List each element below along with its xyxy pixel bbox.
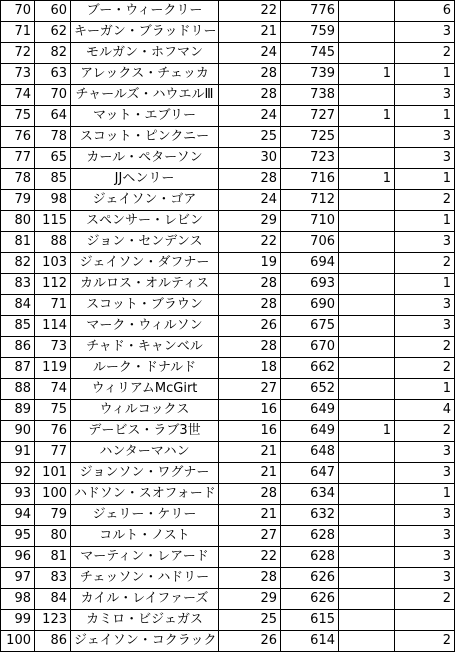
wins-cell: 1 bbox=[339, 64, 395, 85]
points-cell: 632 bbox=[281, 505, 339, 526]
table-row bbox=[1, 43, 455, 64]
player-name-cell: スコット・ピンクニー bbox=[71, 127, 219, 148]
rank-cell: 87 bbox=[1, 358, 35, 379]
count-cell: 2 bbox=[395, 358, 455, 379]
events-cell: 29 bbox=[219, 589, 281, 610]
table-row bbox=[1, 568, 455, 589]
points-cell: 634 bbox=[281, 484, 339, 505]
points-cell: 727 bbox=[281, 106, 339, 127]
previous-rank-cell: 100 bbox=[35, 484, 71, 505]
player-name-cell: キーガン・ブラッドリー bbox=[71, 22, 219, 43]
wins-cell bbox=[339, 547, 395, 568]
previous-rank-cell: 64 bbox=[35, 106, 71, 127]
rank-cell: 96 bbox=[1, 547, 35, 568]
previous-rank-cell: 115 bbox=[35, 211, 71, 232]
rank-cell: 83 bbox=[1, 274, 35, 295]
points-cell: 628 bbox=[281, 547, 339, 568]
points-cell: 628 bbox=[281, 526, 339, 547]
count-cell: 3 bbox=[395, 505, 455, 526]
count-cell: 3 bbox=[395, 85, 455, 106]
player-name-cell: アレックス・チェッカ bbox=[71, 64, 219, 85]
table-row bbox=[1, 232, 455, 253]
count-cell: 3 bbox=[395, 127, 455, 148]
table-row bbox=[1, 400, 455, 421]
count-cell: 4 bbox=[395, 400, 455, 421]
previous-rank-cell: 63 bbox=[35, 64, 71, 85]
rank-cell: 84 bbox=[1, 295, 35, 316]
player-name-cell: ジェイソン・コクラック bbox=[71, 631, 219, 652]
previous-rank-cell: 75 bbox=[35, 400, 71, 421]
rank-cell: 70 bbox=[1, 1, 35, 22]
rank-cell: 73 bbox=[1, 64, 35, 85]
events-cell: 24 bbox=[219, 43, 281, 64]
events-cell: 26 bbox=[219, 316, 281, 337]
rank-cell: 72 bbox=[1, 43, 35, 64]
points-cell: 626 bbox=[281, 568, 339, 589]
points-cell: 626 bbox=[281, 589, 339, 610]
count-cell bbox=[395, 610, 455, 631]
wins-cell bbox=[339, 505, 395, 526]
previous-rank-cell: 70 bbox=[35, 85, 71, 106]
wins-cell bbox=[339, 190, 395, 211]
events-cell: 28 bbox=[219, 274, 281, 295]
wins-cell bbox=[339, 610, 395, 631]
wins-cell bbox=[339, 43, 395, 64]
player-name-cell: チェッソン・ハドリー bbox=[71, 568, 219, 589]
previous-rank-cell: 65 bbox=[35, 148, 71, 169]
previous-rank-cell: 73 bbox=[35, 337, 71, 358]
events-cell: 28 bbox=[219, 295, 281, 316]
player-name-cell: JJヘンリー bbox=[71, 169, 219, 190]
table-row bbox=[1, 253, 455, 274]
count-cell: 1 bbox=[395, 484, 455, 505]
count-cell: 6 bbox=[395, 1, 455, 22]
events-cell: 28 bbox=[219, 337, 281, 358]
previous-rank-cell: 103 bbox=[35, 253, 71, 274]
previous-rank-cell: 123 bbox=[35, 610, 71, 631]
count-cell: 2 bbox=[395, 190, 455, 211]
rank-cell: 94 bbox=[1, 505, 35, 526]
count-cell: 3 bbox=[395, 463, 455, 484]
previous-rank-cell: 71 bbox=[35, 295, 71, 316]
rank-cell: 77 bbox=[1, 148, 35, 169]
events-cell: 30 bbox=[219, 148, 281, 169]
previous-rank-cell: 85 bbox=[35, 169, 71, 190]
table-row bbox=[1, 337, 455, 358]
table-row bbox=[1, 211, 455, 232]
points-cell: 725 bbox=[281, 127, 339, 148]
count-cell: 1 bbox=[395, 274, 455, 295]
events-cell: 16 bbox=[219, 421, 281, 442]
count-cell: 2 bbox=[395, 43, 455, 64]
points-cell: 712 bbox=[281, 190, 339, 211]
wins-cell bbox=[339, 379, 395, 400]
points-cell: 706 bbox=[281, 232, 339, 253]
rank-cell: 99 bbox=[1, 610, 35, 631]
events-cell: 18 bbox=[219, 358, 281, 379]
table-row bbox=[1, 463, 455, 484]
table-row bbox=[1, 610, 455, 631]
previous-rank-cell: 80 bbox=[35, 526, 71, 547]
events-cell: 19 bbox=[219, 253, 281, 274]
table-row bbox=[1, 358, 455, 379]
player-name-cell: ハドソン・スオフォード bbox=[71, 484, 219, 505]
events-cell: 27 bbox=[219, 526, 281, 547]
table-row bbox=[1, 316, 455, 337]
table-row bbox=[1, 526, 455, 547]
rank-cell: 85 bbox=[1, 316, 35, 337]
count-cell: 1 bbox=[395, 64, 455, 85]
points-cell: 745 bbox=[281, 43, 339, 64]
points-cell: 649 bbox=[281, 400, 339, 421]
player-name-cell: マーク・ウィルソン bbox=[71, 316, 219, 337]
rank-cell: 86 bbox=[1, 337, 35, 358]
count-cell: 2 bbox=[395, 631, 455, 652]
previous-rank-cell: 98 bbox=[35, 190, 71, 211]
rank-cell: 89 bbox=[1, 400, 35, 421]
wins-cell bbox=[339, 22, 395, 43]
player-name-cell: ジェイソン・ゴア bbox=[71, 190, 219, 211]
previous-rank-cell: 88 bbox=[35, 232, 71, 253]
previous-rank-cell: 78 bbox=[35, 127, 71, 148]
rank-cell: 90 bbox=[1, 421, 35, 442]
points-cell: 615 bbox=[281, 610, 339, 631]
player-name-cell: モルガン・ホフマン bbox=[71, 43, 219, 64]
count-cell: 1 bbox=[395, 106, 455, 127]
points-cell: 759 bbox=[281, 22, 339, 43]
events-cell: 28 bbox=[219, 85, 281, 106]
rank-cell: 74 bbox=[1, 85, 35, 106]
table-row bbox=[1, 484, 455, 505]
wins-cell bbox=[339, 400, 395, 421]
table-row bbox=[1, 589, 455, 610]
wins-cell bbox=[339, 127, 395, 148]
wins-cell bbox=[339, 463, 395, 484]
rank-cell: 98 bbox=[1, 589, 35, 610]
points-cell: 670 bbox=[281, 337, 339, 358]
events-cell: 28 bbox=[219, 568, 281, 589]
player-name-cell: カミロ・ビジェガス bbox=[71, 610, 219, 631]
player-name-cell: チャールズ・ハウエルⅢ bbox=[71, 85, 219, 106]
points-cell: 675 bbox=[281, 316, 339, 337]
table-row bbox=[1, 421, 455, 442]
wins-cell bbox=[339, 211, 395, 232]
wins-cell bbox=[339, 568, 395, 589]
points-cell: 649 bbox=[281, 421, 339, 442]
player-name-cell: スコット・ブラウン bbox=[71, 295, 219, 316]
points-cell: 738 bbox=[281, 85, 339, 106]
wins-cell bbox=[339, 484, 395, 505]
points-cell: 716 bbox=[281, 169, 339, 190]
rank-cell: 95 bbox=[1, 526, 35, 547]
player-name-cell: マット・エブリー bbox=[71, 106, 219, 127]
count-cell: 3 bbox=[395, 232, 455, 253]
previous-rank-cell: 114 bbox=[35, 316, 71, 337]
events-cell: 22 bbox=[219, 232, 281, 253]
rank-cell: 97 bbox=[1, 568, 35, 589]
count-cell: 2 bbox=[395, 589, 455, 610]
points-cell: 693 bbox=[281, 274, 339, 295]
wins-cell bbox=[339, 526, 395, 547]
player-name-cell: ウィルコックス bbox=[71, 400, 219, 421]
rank-cell: 100 bbox=[1, 631, 35, 652]
wins-cell bbox=[339, 589, 395, 610]
previous-rank-cell: 60 bbox=[35, 1, 71, 22]
player-name-cell: カルロス・オルティス bbox=[71, 274, 219, 295]
table-row bbox=[1, 295, 455, 316]
wins-cell bbox=[339, 631, 395, 652]
events-cell: 16 bbox=[219, 400, 281, 421]
rank-cell: 93 bbox=[1, 484, 35, 505]
count-cell: 1 bbox=[395, 211, 455, 232]
wins-cell bbox=[339, 148, 395, 169]
player-name-cell: カイル・レイファーズ bbox=[71, 589, 219, 610]
player-name-cell: ジェイソン・ダフナー bbox=[71, 253, 219, 274]
previous-rank-cell: 81 bbox=[35, 547, 71, 568]
count-cell: 3 bbox=[395, 22, 455, 43]
count-cell: 3 bbox=[395, 526, 455, 547]
wins-cell: 1 bbox=[339, 169, 395, 190]
wins-cell bbox=[339, 1, 395, 22]
player-name-cell: ウィリアムMcGirt bbox=[71, 379, 219, 400]
player-name-cell: デービス・ラブ3世 bbox=[71, 421, 219, 442]
table-row bbox=[1, 22, 455, 43]
table-row bbox=[1, 148, 455, 169]
rank-cell: 79 bbox=[1, 190, 35, 211]
wins-cell bbox=[339, 442, 395, 463]
points-cell: 662 bbox=[281, 358, 339, 379]
rank-cell: 82 bbox=[1, 253, 35, 274]
player-name-cell: ブー・ウィークリー bbox=[71, 1, 219, 22]
player-name-cell: ルーク・ドナルド bbox=[71, 358, 219, 379]
rank-cell: 91 bbox=[1, 442, 35, 463]
count-cell: 1 bbox=[395, 379, 455, 400]
count-cell: 3 bbox=[395, 148, 455, 169]
table-row bbox=[1, 106, 455, 127]
table-row bbox=[1, 442, 455, 463]
count-cell: 3 bbox=[395, 547, 455, 568]
player-name-cell: ジョン・センデンス bbox=[71, 232, 219, 253]
table-row bbox=[1, 505, 455, 526]
count-cell: 3 bbox=[395, 568, 455, 589]
points-cell: 652 bbox=[281, 379, 339, 400]
rank-cell: 71 bbox=[1, 22, 35, 43]
previous-rank-cell: 86 bbox=[35, 631, 71, 652]
table-row bbox=[1, 379, 455, 400]
player-name-cell: ジョンソン・ワグナー bbox=[71, 463, 219, 484]
events-cell: 28 bbox=[219, 484, 281, 505]
events-cell: 28 bbox=[219, 169, 281, 190]
count-cell: 1 bbox=[395, 169, 455, 190]
points-cell: 647 bbox=[281, 463, 339, 484]
points-cell: 739 bbox=[281, 64, 339, 85]
rank-cell: 81 bbox=[1, 232, 35, 253]
count-cell: 3 bbox=[395, 442, 455, 463]
points-cell: 614 bbox=[281, 631, 339, 652]
table-row bbox=[1, 190, 455, 211]
events-cell: 22 bbox=[219, 547, 281, 568]
rank-cell: 88 bbox=[1, 379, 35, 400]
wins-cell bbox=[339, 232, 395, 253]
previous-rank-cell: 84 bbox=[35, 589, 71, 610]
table-row bbox=[1, 547, 455, 568]
wins-cell bbox=[339, 295, 395, 316]
table-row bbox=[1, 274, 455, 295]
table-row bbox=[1, 1, 455, 22]
player-name-cell: コルト・ノスト bbox=[71, 526, 219, 547]
events-cell: 25 bbox=[219, 127, 281, 148]
table-row bbox=[1, 85, 455, 106]
player-name-cell: スペンサー・レビン bbox=[71, 211, 219, 232]
events-cell: 24 bbox=[219, 190, 281, 211]
events-cell: 27 bbox=[219, 379, 281, 400]
events-cell: 25 bbox=[219, 610, 281, 631]
previous-rank-cell: 83 bbox=[35, 568, 71, 589]
events-cell: 21 bbox=[219, 505, 281, 526]
previous-rank-cell: 82 bbox=[35, 43, 71, 64]
wins-cell bbox=[339, 358, 395, 379]
ranking-table-body bbox=[1, 1, 455, 652]
player-name-cell: カール・ペターソン bbox=[71, 148, 219, 169]
points-cell: 723 bbox=[281, 148, 339, 169]
events-cell: 26 bbox=[219, 631, 281, 652]
player-name-cell: ハンターマハン bbox=[71, 442, 219, 463]
rank-cell: 92 bbox=[1, 463, 35, 484]
points-cell: 690 bbox=[281, 295, 339, 316]
count-cell: 3 bbox=[395, 295, 455, 316]
previous-rank-cell: 119 bbox=[35, 358, 71, 379]
points-cell: 710 bbox=[281, 211, 339, 232]
table-row bbox=[1, 631, 455, 652]
rank-cell: 76 bbox=[1, 127, 35, 148]
wins-cell: 1 bbox=[339, 106, 395, 127]
count-cell: 3 bbox=[395, 316, 455, 337]
count-cell: 2 bbox=[395, 337, 455, 358]
previous-rank-cell: 77 bbox=[35, 442, 71, 463]
points-cell: 776 bbox=[281, 1, 339, 22]
rank-cell: 80 bbox=[1, 211, 35, 232]
wins-cell bbox=[339, 337, 395, 358]
events-cell: 22 bbox=[219, 1, 281, 22]
events-cell: 29 bbox=[219, 211, 281, 232]
previous-rank-cell: 76 bbox=[35, 421, 71, 442]
player-name-cell: チャド・キャンベル bbox=[71, 337, 219, 358]
wins-cell bbox=[339, 253, 395, 274]
previous-rank-cell: 101 bbox=[35, 463, 71, 484]
wins-cell: 1 bbox=[339, 421, 395, 442]
rank-cell: 75 bbox=[1, 106, 35, 127]
events-cell: 28 bbox=[219, 64, 281, 85]
previous-rank-cell: 62 bbox=[35, 22, 71, 43]
table-row bbox=[1, 127, 455, 148]
wins-cell bbox=[339, 85, 395, 106]
events-cell: 21 bbox=[219, 22, 281, 43]
rank-cell: 78 bbox=[1, 169, 35, 190]
player-name-cell: マーティン・レアード bbox=[71, 547, 219, 568]
events-cell: 21 bbox=[219, 442, 281, 463]
table-row bbox=[1, 169, 455, 190]
player-name-cell: ジェリー・ケリー bbox=[71, 505, 219, 526]
points-cell: 694 bbox=[281, 253, 339, 274]
count-cell: 2 bbox=[395, 253, 455, 274]
points-cell: 648 bbox=[281, 442, 339, 463]
wins-cell bbox=[339, 316, 395, 337]
count-cell: 2 bbox=[395, 421, 455, 442]
previous-rank-cell: 79 bbox=[35, 505, 71, 526]
events-cell: 21 bbox=[219, 463, 281, 484]
events-cell: 24 bbox=[219, 106, 281, 127]
previous-rank-cell: 112 bbox=[35, 274, 71, 295]
previous-rank-cell: 74 bbox=[35, 379, 71, 400]
wins-cell bbox=[339, 274, 395, 295]
table-row bbox=[1, 64, 455, 85]
